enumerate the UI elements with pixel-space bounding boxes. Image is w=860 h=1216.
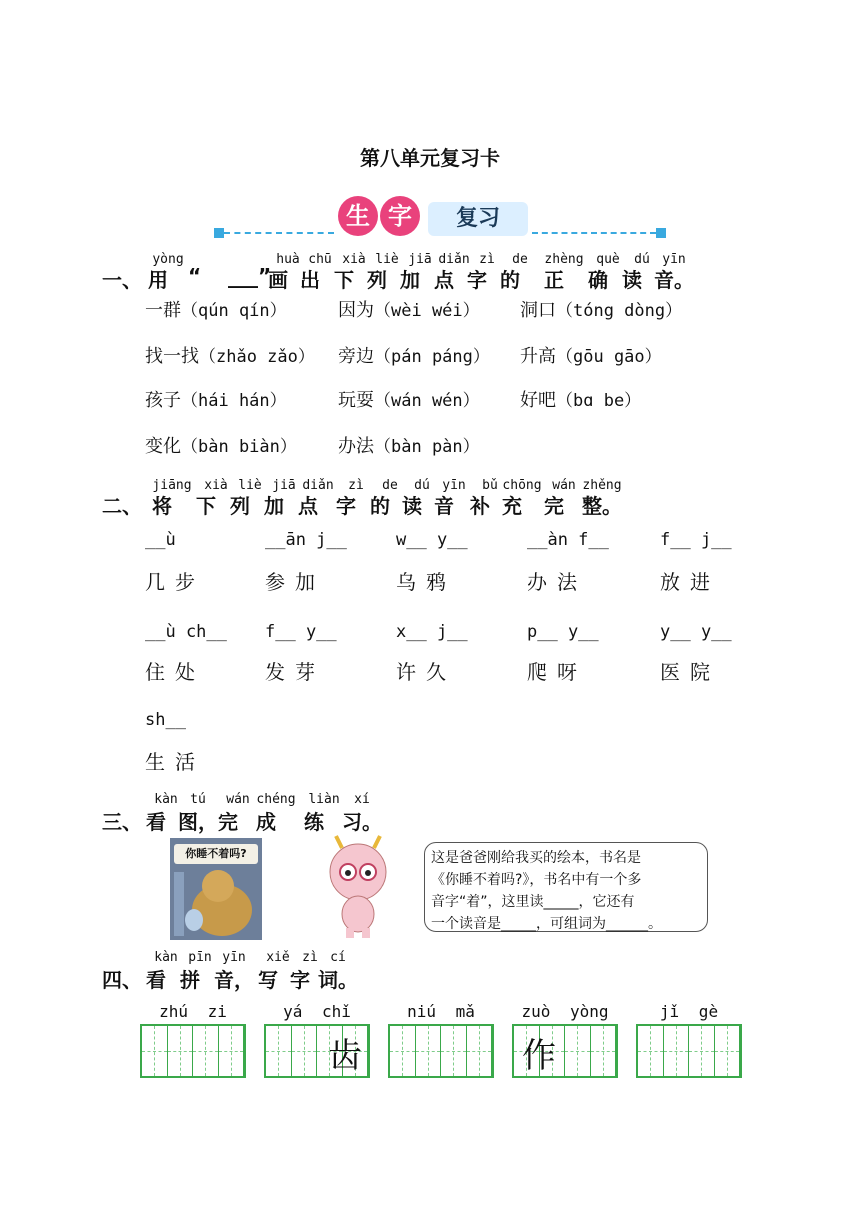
s2-heading-char: 将 <box>152 494 172 518</box>
s1-heading-char: 用 <box>148 268 168 292</box>
s2-heading-pinyin: chōng <box>502 478 542 493</box>
s2-word: 乌鸦 <box>396 570 456 594</box>
banner-label: 复习 <box>428 202 528 236</box>
s2-word: 住处 <box>145 660 205 684</box>
s4-heading-char: 写 <box>258 968 278 992</box>
s3-heading-char: 练 <box>304 810 324 834</box>
s2-heading-char: 读 <box>402 494 422 518</box>
s1-heading-char: 下 <box>334 268 354 292</box>
grid-cell[interactable] <box>193 1026 219 1076</box>
s3-heading-char: 图， <box>178 810 218 834</box>
s3-heading-char: 看 <box>146 810 166 834</box>
grid-cell[interactable] <box>591 1026 617 1076</box>
page-title: 第八单元复习卡 <box>360 146 500 170</box>
grid-cell[interactable] <box>142 1026 168 1076</box>
s1-item <box>338 342 490 368</box>
book-cover-image <box>170 838 262 940</box>
s1-item-word: 变化 <box>145 436 181 457</box>
s4-grid-pinyin: jǐ gè <box>659 1002 719 1021</box>
banner-char-2: 字 <box>380 196 420 236</box>
s1-heading-pinyin: chū <box>308 252 332 267</box>
grid-cell[interactable] <box>266 1026 292 1076</box>
banner-left-line <box>224 232 334 234</box>
s1-item-readings[interactable]: （bàn biàn） <box>181 437 297 457</box>
grid-cell[interactable] <box>292 1026 318 1076</box>
banner-right-square <box>656 228 666 238</box>
s2-heading-char: 的 <box>370 494 390 518</box>
s2-pinyin-blank[interactable]: __àn f__ <box>527 530 609 550</box>
s2-pinyin-blank[interactable]: y__ y__ <box>660 622 732 642</box>
grid-cell[interactable] <box>219 1026 245 1076</box>
cartoon-mascot <box>322 834 394 940</box>
s4-grid-pinyin: zuò yòng <box>521 1002 609 1021</box>
s3-heading-char: 成 <box>256 810 276 834</box>
section3-number: 三、 <box>102 810 142 834</box>
s1-heading-char: 读 <box>622 268 642 292</box>
s1-item-word: 升高 <box>520 346 556 367</box>
s2-word: 放进 <box>660 570 720 594</box>
s1-item-word: 玩耍 <box>338 390 374 411</box>
s2-word: 参加 <box>265 570 325 594</box>
s1-item-word: 一群 <box>145 300 181 321</box>
s1-item <box>338 386 480 412</box>
s2-pinyin-blank[interactable]: __ān j__ <box>265 530 347 550</box>
s2-word: 办法 <box>527 570 587 594</box>
s3-heading-pinyin: wán <box>226 792 250 807</box>
s1-item-word: 洞口 <box>520 300 556 321</box>
bubble-line-4: 一个读音是_____，可组词为______。 <box>431 916 662 932</box>
writing-grid[interactable] <box>512 1024 618 1078</box>
s4-grid-pinyin: yá chǐ <box>283 1002 351 1021</box>
s3-heading-pinyin: xí <box>354 792 370 807</box>
grid-cell[interactable] <box>467 1026 493 1076</box>
s2-heading-char: 点 <box>298 494 318 518</box>
bear-illustration <box>170 838 262 940</box>
s1-item-word: 旁边 <box>338 346 374 367</box>
s1-item-word: 因为 <box>338 300 374 321</box>
s1-item-readings[interactable]: （wán wén） <box>374 391 480 411</box>
s2-heading-pinyin: wán <box>552 478 576 493</box>
s2-word: 生活 <box>145 750 205 774</box>
s2-heading-pinyin: jiāng <box>152 478 192 493</box>
s2-heading-pinyin: zhěng <box>582 478 622 493</box>
s2-heading-pinyin: diǎn <box>302 478 334 493</box>
s1-heading-char: 点 <box>434 268 454 292</box>
s1-item-readings[interactable]: （wèi wéi） <box>374 301 480 321</box>
s1-item-readings[interactable]: （tóng dòng） <box>556 301 683 321</box>
s1-item-word: 找一找 <box>145 346 199 367</box>
grid-cell[interactable] <box>638 1026 664 1076</box>
s1-heading-char: “ <box>188 264 202 288</box>
s1-heading-pinyin: zhèng <box>544 252 584 267</box>
s1-item-readings[interactable]: （bɑ be） <box>556 391 642 411</box>
grid-cell[interactable] <box>416 1026 442 1076</box>
s1-heading-char: 加 <box>400 268 420 292</box>
s4-heading-pinyin: pīn <box>188 950 212 965</box>
s2-word: 医院 <box>660 660 720 684</box>
s1-heading-pinyin: zì <box>479 252 495 267</box>
s3-heading-pinyin: chéng <box>256 792 296 807</box>
s2-heading-char: 加 <box>264 494 284 518</box>
grid-cell[interactable] <box>715 1026 741 1076</box>
s3-heading-char: 完 <box>218 810 238 834</box>
s2-pinyin-blank[interactable]: f__ y__ <box>265 622 337 642</box>
s1-item <box>338 432 480 458</box>
banner-char-1: 生 <box>338 196 378 236</box>
s4-heading-pinyin: zì <box>302 950 318 965</box>
s1-item-readings[interactable]: （qún qín） <box>181 301 287 321</box>
section4-number: 四、 <box>102 968 142 992</box>
s2-heading-char: 下 <box>196 494 216 518</box>
s1-heading-char: 画 <box>268 268 288 292</box>
writing-grid[interactable] <box>636 1024 742 1078</box>
s1-item-readings[interactable]: （hái hán） <box>181 391 287 411</box>
writing-grid[interactable] <box>140 1024 246 1078</box>
s2-pinyin-blank[interactable]: sh__ <box>145 710 186 730</box>
s1-heading-char: 确 <box>588 268 608 292</box>
s1-item-word: 办法 <box>338 436 374 457</box>
s3-heading-char: 习。 <box>342 810 382 834</box>
grid-cell[interactable] <box>689 1026 715 1076</box>
s1-heading-pinyin: de <box>512 252 528 267</box>
s4-heading-char: 看 <box>146 968 166 992</box>
section2-number: 二、 <box>102 494 142 518</box>
s3-heading-pinyin: liàn <box>308 792 340 807</box>
s2-pinyin-blank[interactable]: __ù <box>145 530 176 550</box>
s2-heading-char: 充 <box>502 494 522 518</box>
s2-pinyin-blank[interactable]: __ù ch__ <box>145 622 227 642</box>
grid-char-2: 齿 <box>328 1036 362 1076</box>
grid-cell[interactable] <box>168 1026 194 1076</box>
s1-item <box>145 386 287 412</box>
grid-cell[interactable] <box>664 1026 690 1076</box>
s1-item-readings[interactable]: （gōu gāo） <box>556 347 662 367</box>
s1-heading-char: 正 <box>544 268 564 292</box>
s4-grid-pinyin: zhú zi <box>159 1002 227 1021</box>
s2-heading-pinyin: dú <box>414 478 430 493</box>
writing-grid[interactable] <box>388 1024 494 1078</box>
s1-heading-pinyin: liè <box>375 252 399 267</box>
s4-heading-char: 字 <box>290 968 310 992</box>
s1-heading-char: ___” <box>228 264 272 288</box>
s2-heading-pinyin: liè <box>238 478 262 493</box>
writing-grid[interactable] <box>264 1024 370 1078</box>
s1-item-readings[interactable]: （bàn pàn） <box>374 437 480 457</box>
bubble-line-1: 这是爸爸刚给我买的绘本，书名是 <box>431 850 641 866</box>
s1-heading-char: 音。 <box>654 268 694 292</box>
s2-word: 发芽 <box>265 660 325 684</box>
s4-heading-pinyin: xiě <box>266 950 290 965</box>
s1-item <box>520 386 641 412</box>
s2-heading-char: 字 <box>336 494 356 518</box>
s2-heading-char: 补 <box>470 494 490 518</box>
s2-heading-pinyin: yīn <box>442 478 466 493</box>
s4-grid-pinyin: niú mǎ <box>407 1002 475 1021</box>
s2-pinyin-blank[interactable]: x__ j__ <box>396 622 468 642</box>
s1-item-word: 孩子 <box>145 390 181 411</box>
s2-heading-char: 完 <box>544 494 564 518</box>
bubble-line-3: 音字“着”，这里读_____，它还有 <box>431 894 635 910</box>
s1-heading-pinyin: huà <box>276 252 300 267</box>
s1-heading-pinyin: yīn <box>662 252 686 267</box>
s2-pinyin-blank[interactable]: p__ y__ <box>527 622 599 642</box>
s3-heading-pinyin: kàn <box>154 792 178 807</box>
s2-heading-pinyin: de <box>382 478 398 493</box>
s1-item-word: 好吧 <box>520 390 556 411</box>
s3-heading-pinyin: tú <box>190 792 206 807</box>
s1-heading-pinyin: dú <box>634 252 650 267</box>
s1-heading-char: 列 <box>367 268 387 292</box>
s2-word: 爬呀 <box>527 660 587 684</box>
s2-heading-pinyin: zì <box>348 478 364 493</box>
s2-heading-pinyin: jiā <box>272 478 296 493</box>
grid-char-1: 作 <box>522 1036 556 1076</box>
s2-word: 许久 <box>396 660 456 684</box>
s2-heading-char: 整。 <box>582 494 622 518</box>
s2-heading-pinyin: xià <box>204 478 228 493</box>
s1-item <box>145 296 287 322</box>
section1-number: 一、 <box>102 268 142 292</box>
banner-left-square <box>214 228 224 238</box>
bubble-line-2: 《你睡不着吗?》，书名中有一个多 <box>431 872 642 888</box>
s1-item-readings[interactable]: （pán páng） <box>374 347 490 367</box>
s4-heading-char: 拼 <box>180 968 200 992</box>
s1-item <box>520 342 662 368</box>
s2-heading-char: 列 <box>230 494 250 518</box>
s1-heading-char: 出 <box>300 268 320 292</box>
s1-heading-pinyin: què <box>596 252 620 267</box>
s4-heading-char: 音， <box>214 968 254 992</box>
s1-item <box>520 296 682 322</box>
s4-heading-pinyin: kàn <box>154 950 178 965</box>
s2-word: 几步 <box>145 570 205 594</box>
s1-item <box>145 342 315 368</box>
s1-heading-pinyin: jiā <box>408 252 432 267</box>
s1-heading-pinyin: yòng <box>152 252 184 267</box>
book-cover-title: 你睡不着吗? <box>174 844 258 864</box>
grid-cell[interactable] <box>441 1026 467 1076</box>
s1-item <box>338 296 480 322</box>
grid-cell[interactable] <box>390 1026 416 1076</box>
s4-heading-pinyin: cí <box>330 950 346 965</box>
s1-heading-char: 字 <box>467 268 487 292</box>
speech-bubble <box>424 842 708 932</box>
s4-heading-char: 词。 <box>318 968 358 992</box>
s1-heading-char: 的 <box>500 268 520 292</box>
s2-heading-char: 音 <box>434 494 454 518</box>
s1-item <box>145 432 297 458</box>
s2-pinyin-blank[interactable]: w__ y__ <box>396 530 468 550</box>
s2-pinyin-blank[interactable]: f__ j__ <box>660 530 732 550</box>
s1-item-readings[interactable]: （zhǎo zǎo） <box>199 347 315 367</box>
s4-heading-pinyin: yīn <box>222 950 246 965</box>
s1-heading-pinyin: xià <box>342 252 366 267</box>
s2-heading-pinyin: bǔ <box>482 478 498 493</box>
banner-right-line <box>532 232 656 234</box>
grid-cell[interactable] <box>565 1026 591 1076</box>
s1-heading-pinyin: diǎn <box>438 252 470 267</box>
